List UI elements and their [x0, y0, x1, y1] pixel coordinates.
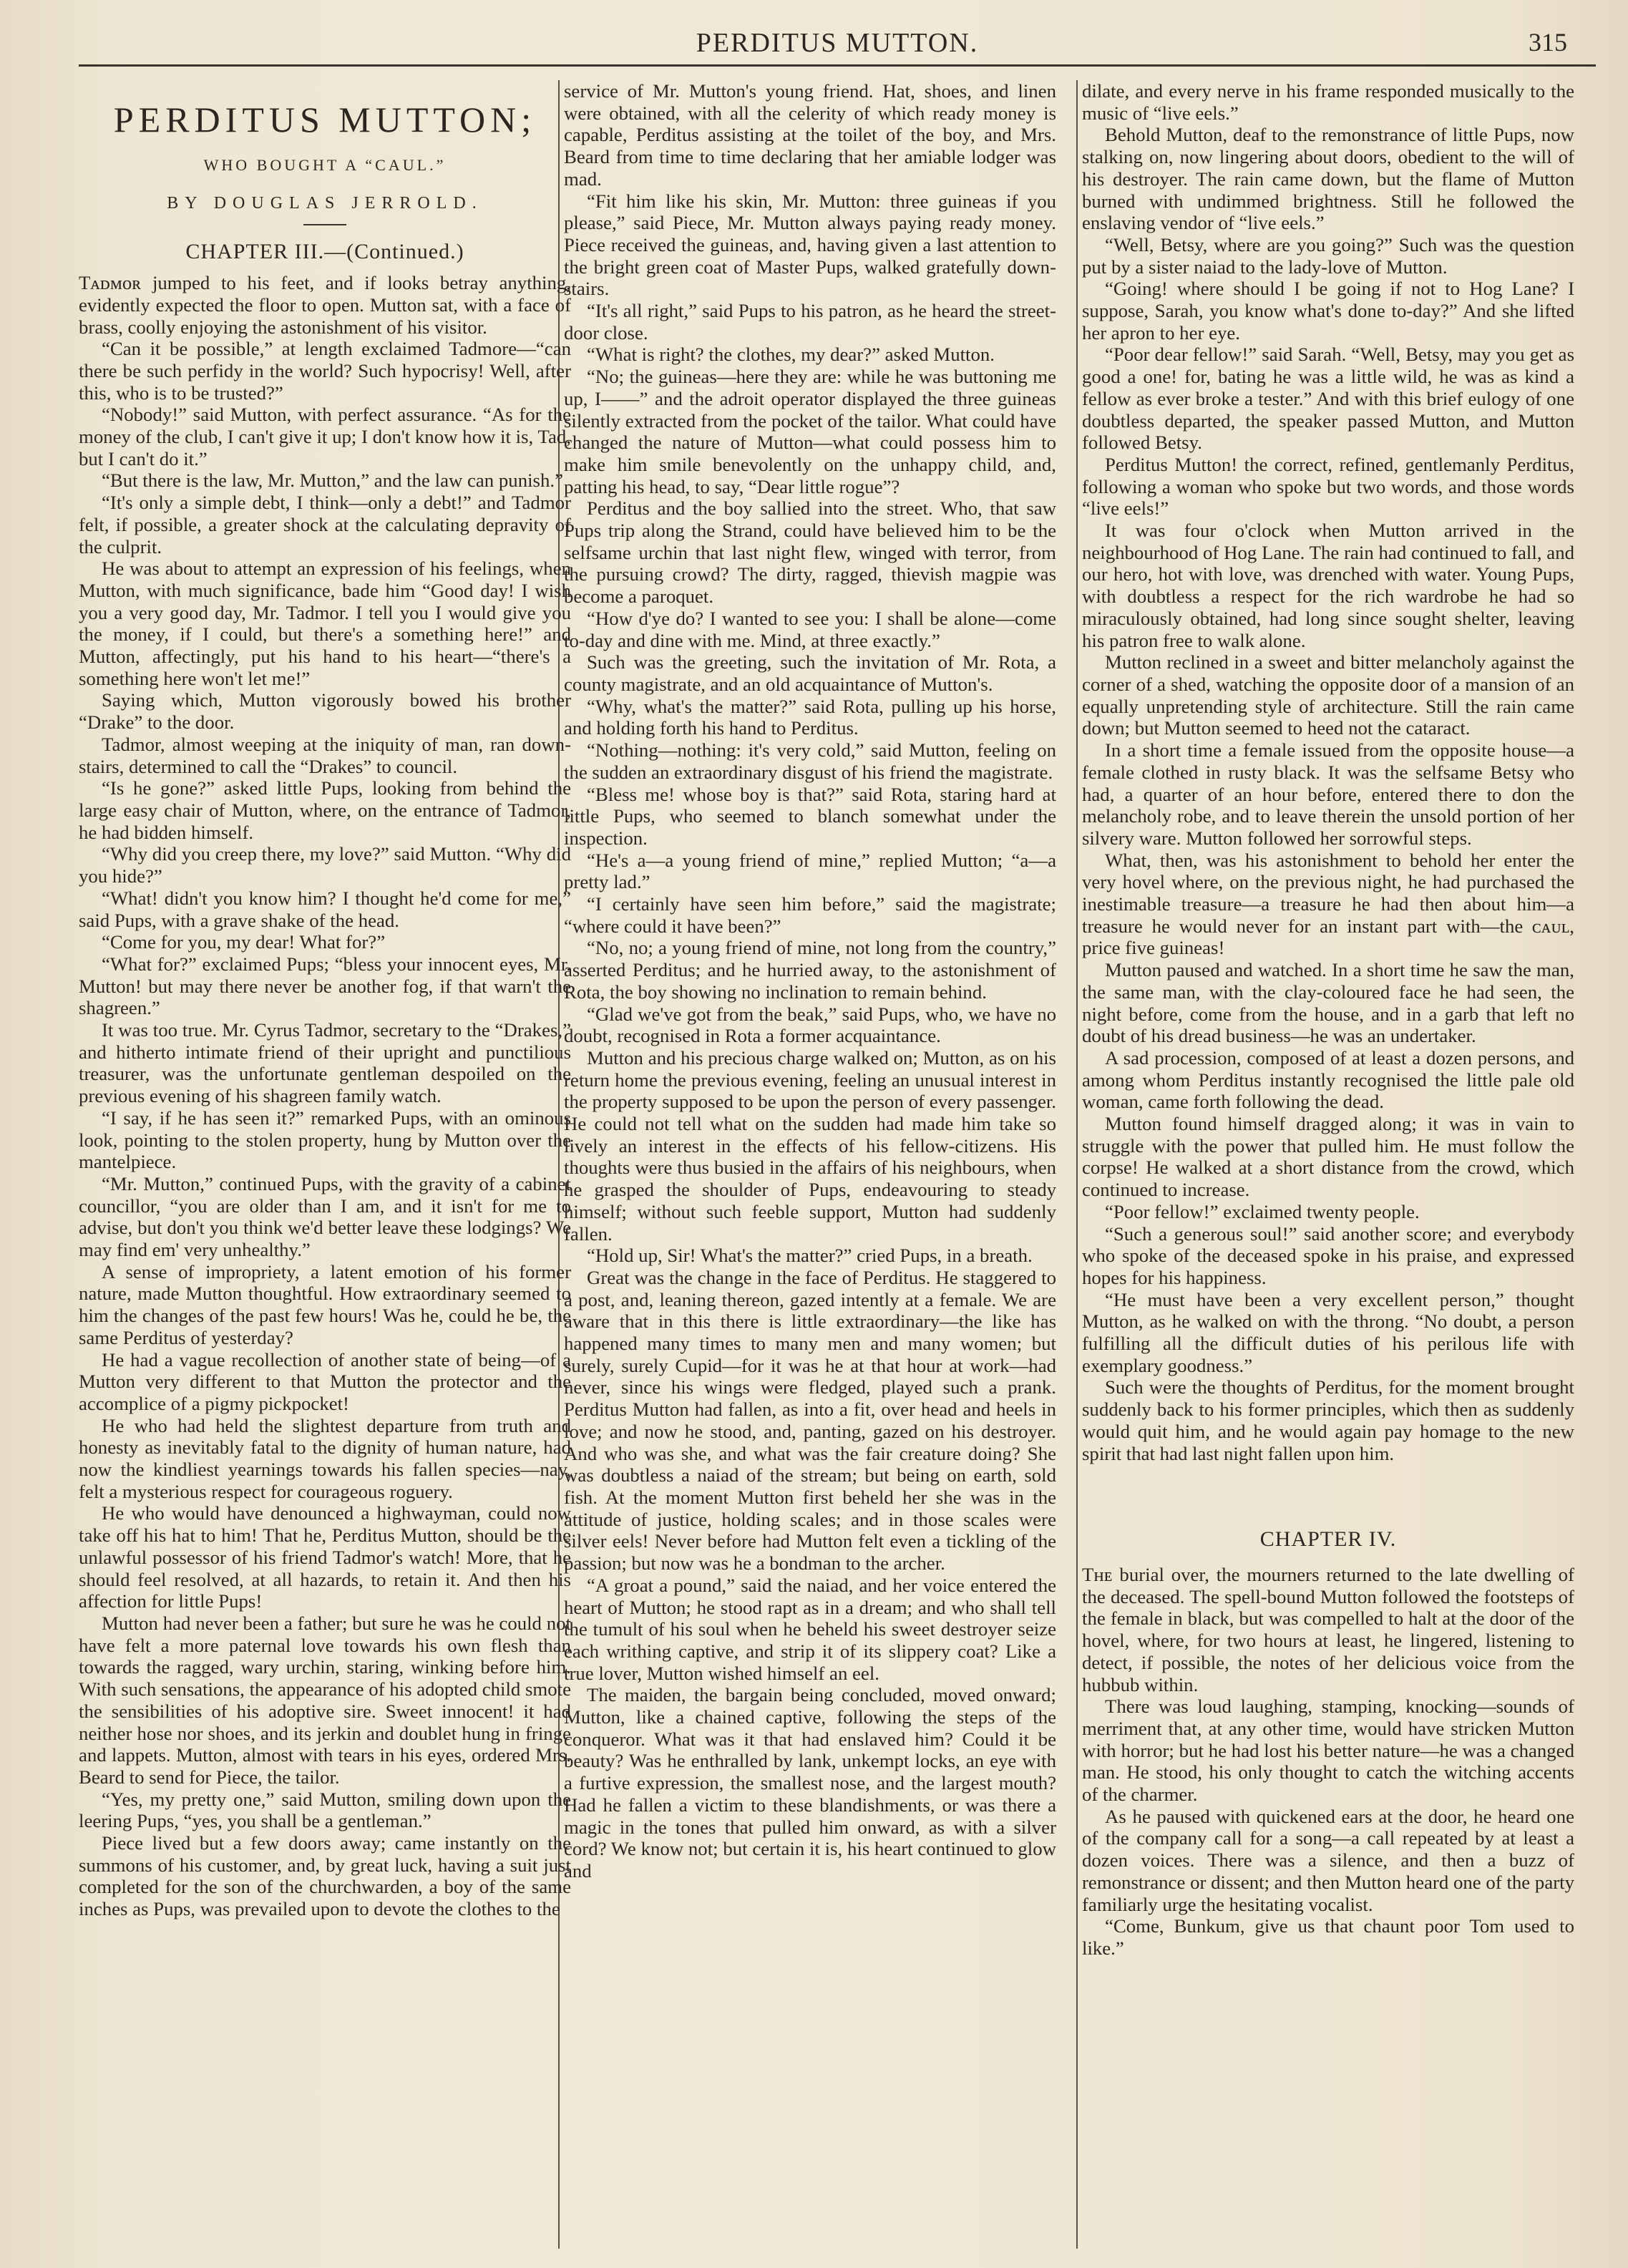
paragraph: Such were the thoughts of Perditus, for the moment brought suddenly back to his former principles, which then as suddenly would quit him, and he would again pay homage to the new spirit that had last night fallen upon him. — [1082, 1376, 1574, 1464]
paragraph: service of Mr. Mutton's young friend. Hat, shoes, and linen were obtained, with all the celerity of which ready money is capable, Perditus assisting at the toilet of the boy, and Mrs. Beard from time to time declaring that her amiable lodger was mad. — [564, 80, 1056, 190]
paragraph: “Such a generous soul!” said another score; and everybody who spoke of the deceased spoke in his praise, and expressed hopes for his happiness. — [1082, 1222, 1574, 1288]
paragraph: dilate, and every nerve in his frame responded musically to the music of “live eels.” — [1082, 80, 1574, 124]
paragraph: Behold Mutton, deaf to the remonstrance of little Pups, now stalking on, now lingering about doors, obedient to the will of his destroyer. The rain came down, but the flame of Mutton burned with undimmed brightness. Still he followed the enslaving vendor of “live eels.” — [1082, 124, 1574, 234]
paragraph: “Glad we've got from the beak,” said Pups, who, we have no doubt, recognised in Rota a former acquaintance. — [564, 1003, 1056, 1047]
paragraph: Such was the greeting, such the invitation of Mr. Rota, a county magistrate, and an old acquaintance of Mutton's. — [564, 651, 1056, 695]
column-2-text — [564, 80, 1056, 1882]
column-rule — [1076, 80, 1078, 2249]
column-1 — [79, 80, 571, 2249]
paragraph: He who had held the slightest departure from truth and honesty as inevitably fatal to the dignity of human nature, had now the kindliest yearnings towards his fallen species—nay, felt a mysterious respect for courageous roguery. — [79, 1414, 571, 1502]
paragraph: Great was the change in the face of Perditus. He staggered to a post, and, leaning thereon, gazed intently at a female. We are aware that in this there is little extraordinary—the like has happened many times to many men and many women; but surely, surely Cupid—for it was he at that hour at work—had never, since his wings were fledged, played such a prank. Perditus Mutton had fallen, as into a fit, over head and heels in love; and now he stood, and, panting, gazed on his destroyer. And who was she, and what was the fair creature doing? She was doubtless a naiad of the stream; but being on earth, sold fish. At the moment Mutton first beheld her she was in the attitude of justice, holding scales; and in those scales were silver eels! Never before had Mutton felt even a tickling of the passion; but now was he a bondman to the archer. — [564, 1266, 1056, 1575]
paragraph: The maiden, the bargain being concluded, moved onward; Mutton, like a chained captive, following the steps of the conqueror. What was it that had enslaved him? Could it be beauty? Was he enthralled by lank, unkempt locks, an eye with a furtive expression, the smallest nose, and the largest mouth? Had he fallen a victim to these blandishments, or was there a magic in the tones that pulled him onward, as with a silver cord? We know not; but certain it is, his heart continued to glow and — [564, 1684, 1056, 1882]
paragraph: Mutton reclined in a sweet and bitter melancholy against the corner of a shed, watching the opposite door of a mansion of an equally unpretending style of architecture. Still the rain came down; but Mutton seemed to heed not the cataract. — [1082, 651, 1574, 739]
paragraph: He who would have denounced a highwayman, could now take off his hat to him! That he, Perditus Mutton, should be the unlawful possessor of his friend Tadmor's watch! More, that he should feel resolved, at all hazards, to retain it. And then his affection for little Pups! — [79, 1502, 571, 1612]
paragraph: Tadmor, almost weeping at the iniquity of man, ran down-stairs, determined to call the “Drakes” to council. — [79, 733, 571, 777]
paragraph: “Going! where should I be going if not to Hog Lane? I suppose, Sarah, you know what's done to-day?” And she lifted her apron to her eye. — [1082, 278, 1574, 344]
paragraph: “What is right? the clothes, my dear?” asked Mutton. — [587, 344, 995, 366]
paragraph: “Nothing—nothing: it's very cold,” said Mutton, feeling on the sudden an extraordinary disgust of his friend the magistrate. — [564, 739, 1056, 783]
paragraph: “Why did you creep there, my love?” said Mutton. “Why did you hide?” — [79, 843, 571, 887]
paragraph: Mutton had never been a father; but sure he was he could not have felt a more paternal love towards his own flesh than towards the ragged, wary urchin, staring, winking before him. With such sensations, the appearance of his adopted child smote the sensibilities of his adoptive sire. Sweet innocent! it had neither hose nor shoes, and its jerkin and doublet hung in fringe and lappets. Mutton, almost with tears in his eyes, ordered Mrs. Beard to send for Piece, the tailor. — [79, 1612, 571, 1788]
paragraph: “It's only a simple debt, I think—only a debt!” and Tadmor felt, if possible, a greater shock at the calculating depravity of the culprit. — [79, 492, 571, 558]
paragraph: It was four o'clock when Mutton arrived in the neighbourhood of Hog Lane. The rain had continued to fall, and our hero, hot with love, was drenched with water. Young Pups, with doubtless a respect for the rich wardrobe he had so miraculously obtained, had long since sought shelter, leaving his patron free to walk alone. — [1082, 520, 1574, 651]
column-3 — [1082, 80, 1574, 2249]
running-title: PERDITUS MUTTON. — [696, 28, 979, 58]
column-3-text — [1082, 80, 1574, 1464]
paragraph: He had a vague recollection of another state of being—of a Mutton very different to that Mutton the protector and the accomplice of a pigmy pickpocket! — [79, 1348, 571, 1414]
paragraph: Mutton found himself dragged along; it was in vain to struggle with the power that pulled him. He must follow the corpse! He walked at a short distance from the crowd, which continued to increase. — [1082, 1113, 1574, 1201]
paragraph: Perditus and the boy sallied into the street. Who, that saw Pups trip along the Strand, could have believed him to be the selfsame urchin that last night flew, winged with terror, from the pursuing crowd? The dirty, ragged, thievish magpie was become a paroquet. — [564, 497, 1056, 608]
paragraph: Saying which, Mutton vigorously bowed his brother “Drake” to the door. — [79, 689, 571, 734]
paragraph: “He's a—a young friend of mine,” replied Mutton; “a—a pretty lad.” — [564, 849, 1056, 893]
paragraph: “Why, what's the matter?” said Rota, pulling up his horse, and holding forth his hand to Perditus. — [564, 695, 1056, 739]
paragraph: “Mr. Mutton,” continued Pups, with the gravity of a cabinet councillor, “you are older than I am, and it isn't for me to advise, but don't you think we'd better leave these lodgings? We may find em' very unhealthy.” — [79, 1172, 571, 1261]
paragraph: He was about to attempt an expression of his feelings, when Mutton, with much significance, bade him “Good day! I wish you a very good day, Mr. Tadmor. I tell you I would give you the money, if I could, but there's a something here!” and Mutton, affectingly, put his hand to his heart—“there's a something here won't let me!” — [79, 558, 571, 689]
paragraph: “I certainly have seen him before,” said the magistrate; “where could it have been?” — [564, 893, 1056, 937]
page-number: 315 — [1529, 28, 1567, 57]
paragraph: “It's all right,” said Pups to his patron, as he heard the street-door close. — [564, 300, 1056, 344]
paragraph: “A groat a pound,” said the naiad, and her voice entered the heart of Mutton; he stood rapt as in a dream; and who shall tell the tumult of his soul when he beheld his sweet destroyer seize each writhing captive, and strip it of its slippery coat? Like a true lover, Mutton wished himself an eel. — [564, 1574, 1056, 1684]
paragraph: “He must have been a very excellent person,” thought Mutton, as he walked on with the throng. “No doubt, a person fulfilling all the difficult duties of his perilous life with exemplary goodness.” — [1082, 1288, 1574, 1376]
paragraph: A sense of impropriety, a latent emotion of his former nature, made Mutton thoughtful. How extraordinary seemed to him the changes of the past few hours! Was he, could he be, the same Perditus of yesterday? — [79, 1260, 571, 1348]
paragraph: As he paused with quickened ears at the door, he heard one of the company call for a song—a call repeated by at least a dozen voices. There was a silence, and then a buzz of remonstrance or dissent; and then Mutton heard one of the party familiarly urge the hesitating vocalist. — [1082, 1805, 1574, 1915]
paragraph: There was loud laughing, stamping, knocking—sounds of merriment that, at any other time, would have stricken Mutton with horror; but he had lost his better nature—he was a changed man. He stood, his only thought to catch the witching accents of the charmer. — [1082, 1695, 1574, 1806]
story-title: PERDITUS MUTTON; — [113, 99, 537, 140]
paragraph: “Come, Bunkum, give us that chaunt poor Tom used to like.” — [1082, 1915, 1574, 1959]
chapter-heading: CHAPTER IV. — [1259, 1527, 1397, 1552]
paragraph: “What! didn't you know him? I thought he'd come for me,” said Pups, with a grave shake of the head. — [79, 887, 571, 931]
paragraph: What, then, was his astonishment to behold her enter the very hovel where, on the previous night, he had purchased the inestimable treasure—a treasure he had then about him—a treasure he would never for an instant part with—the ᴄᴀᴜʟ, price five guineas! — [1082, 849, 1574, 959]
paragraph: “Yes, my pretty one,” said Mutton, smiling down upon the leering Pups, “yes, you shall be a gentleman.” — [79, 1788, 571, 1832]
paragraph: “How d'ye do? I wanted to see you: I shall be alone—come to-day and dine with me. Mind, at three exactly.” — [564, 607, 1056, 651]
paragraph: It was too true. Mr. Cyrus Tadmor, secretary to the “Drakes,” and hitherto intimate friend of their upright and punctilious treasurer, was the unfortunate gentleman despoiled on the previous evening of his shagreen family watch. — [79, 1019, 571, 1107]
paragraph: “Nobody!” said Mutton, with perfect assurance. “As for the money of the club, I can't give it up; I don't know how it is, Tad, but I can't do it.” — [79, 404, 571, 469]
paragraph: Tʜᴇ burial over, the mourners returned to the late dwelling of the deceased. The spell-bound Mutton followed the footsteps of the female in black, but was compelled to halt at the door of the hovel, where, for two hours at least, he lingered, listening to detect, if possible, the notes of her delicious voice from the hubbub within. — [1082, 1564, 1574, 1695]
column-2 — [564, 80, 1056, 2249]
running-head — [79, 27, 1596, 67]
paragraph: “Bless me! whose boy is that?” said Rota, staring hard at little Pups, who seemed to blanch somewhat under the inspection. — [564, 783, 1056, 849]
paragraph: “What for?” exclaimed Pups; “bless your innocent eyes, Mr. Mutton! but may there never be another fog, if that warn't the shagreen.” — [79, 953, 571, 1019]
paragraph: “I say, if he has seen it?” remarked Pups, with an ominous look, pointing to the stolen property, hung by Mutton over the mantelpiece. — [79, 1106, 571, 1173]
paragraph: “Poor dear fellow!” said Sarah. “Well, Betsy, may you get as good a one! for, bating he was a little wild, he was as kind a fellow as ever broke a tester.” And with this brief eulogy of one doubtless departed, the speaker passed Mutton, and Mutton followed Betsy. — [1082, 344, 1574, 454]
chapter-heading: CHAPTER III.—(Continued.) — [185, 240, 464, 264]
byline: BY DOUGLAS JERROLD. — [167, 193, 483, 213]
paragraph: “Can it be possible,” at length exclaimed Tadmore—“can there be such perfidy in the world? Such hypocrisy! Well, after this, who is to be trusted?” — [79, 338, 571, 404]
paragraph: “But there is the law, Mr. Mutton,” and the law can punish.” — [102, 469, 563, 492]
title-rule — [303, 224, 346, 225]
story-subtitle: WHO BOUGHT A “CAUL.” — [203, 156, 447, 174]
paragraph: “Come for you, my dear! What for?” — [102, 931, 386, 953]
paragraph: Tᴀᴅᴍᴏʀ jumped to his feet, and if looks betray anything, evidently expected the floor to open. Mutton sat, with a face of brass, coolly enjoying the astonishment of his visitor. — [79, 272, 571, 338]
column-3-text-continued — [1082, 1564, 1574, 1960]
paragraph: “Fit him like his skin, Mr. Mutton: three guineas if you please,” said Piece, Mr. Mutton always paying ready money. Piece received the guineas, and, having given a last attention to the bright green coat of Master Pups, walked gratefully down-stairs. — [564, 190, 1056, 300]
paragraph: Mutton and his precious charge walked on; Mutton, as on his return home the previous evening, feeling an unusual interest in the property supposed to be upon the person of every passenger. He could not tell what on the sudden had made him take so lively an interest in the effects of his fellow-citizens. His thoughts were thus busied in the affairs of his neighbours, when he grasped the shoulder of Pups, endeavouring to steady himself; without such feeble support, Mutton had suddenly fallen. — [564, 1046, 1056, 1245]
paragraph: “Well, Betsy, where are you going?” Such was the question put by a sister naiad to the lady-love of Mutton. — [1082, 233, 1574, 278]
paragraph: “No, no; a young friend of mine, not long from the country,” asserted Perditus; and he hurried away, to the astonishment of Rota, the boy showing no inclination to remain behind. — [564, 937, 1056, 1003]
paragraph: Piece lived but a few doors away; came instantly on the summons of his customer, and, by great luck, having a suit just completed for the son of the churchwarden, a boy of the same inches as Pups, was prevailed upon to devote the clothes to the — [79, 1832, 571, 1920]
paragraph: A sad procession, composed of at least a dozen persons, and among whom Perditus instantly recognised the little pale old woman, came forth following the dead. — [1082, 1046, 1574, 1113]
paragraph: Perditus Mutton! the correct, refined, gentlemanly Perditus, following a woman who spoke but two words, and those words “live eels!” — [1082, 453, 1574, 520]
paragraph: “Poor fellow!” exclaimed twenty people. — [1105, 1200, 1420, 1222]
paragraph: “No; the guineas—here they are: while he was buttoning me up, I——” and the adroit operator displayed the three guineas silently extracted from the pocket of the tailor. What could have changed the nature of Mutton—what could possess him to make him smile benevolently on the unhappy child, and, patting his head, to say, “Dear little rogue”? — [564, 366, 1056, 497]
paragraph: “Is he gone?” asked little Pups, looking from behind the large easy chair of Mutton, where, on the entrance of Tadmor, he had bidden himself. — [79, 777, 571, 843]
paragraph: Mutton paused and watched. In a short time he saw the man, the same man, with the clay-coloured face he had seen, the night before, come from the house, and in a garb that left no doubt of his dread business—he was an undertaker. — [1082, 959, 1574, 1047]
paragraph: “Hold up, Sir! What's the matter?” cried Pups, in a breath. — [587, 1245, 1033, 1267]
column-1-text — [79, 272, 571, 1920]
paragraph: In a short time a female issued from the opposite house—a female clothed in rusty black. It was the selfsame Betsy who had, a quarter of an hour before, entered there to don the melancholy robe, and to leave therein the unsold portion of her silvery ware. Mutton followed her sorrowful steps. — [1082, 739, 1574, 849]
